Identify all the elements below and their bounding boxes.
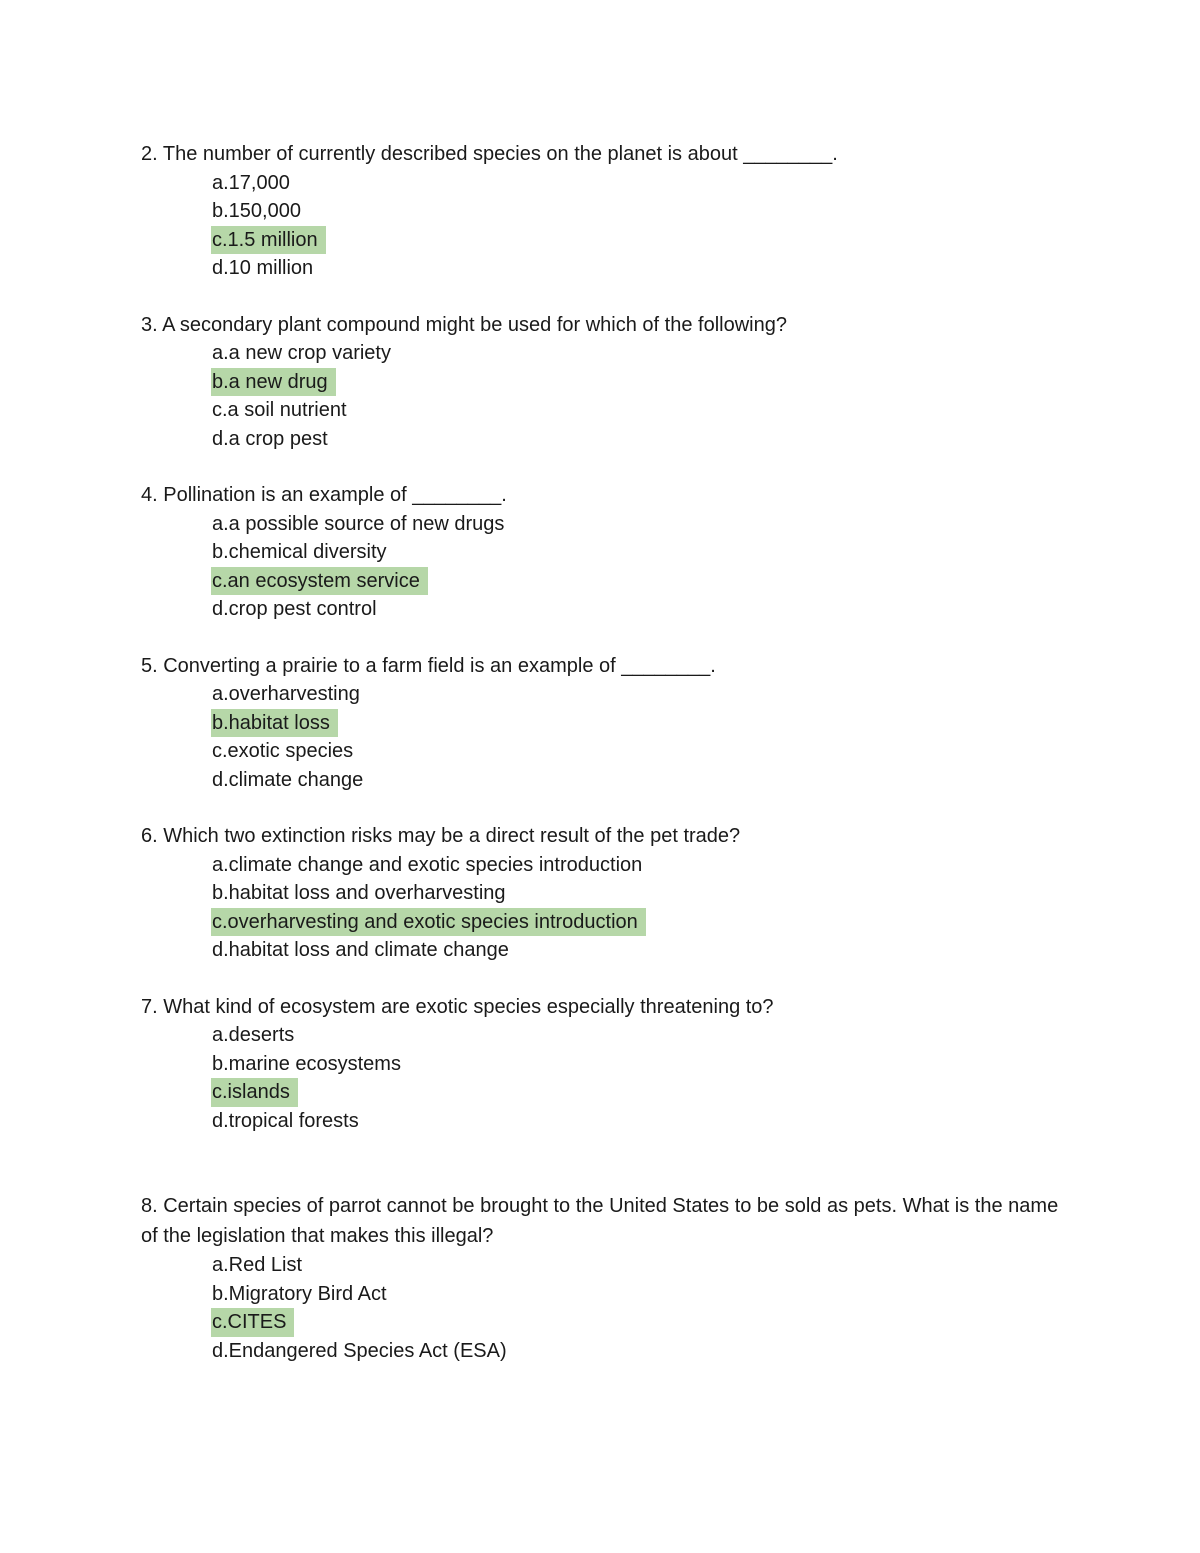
correct-answer-highlight: c.1.5 million [211,226,326,255]
option-list [141,510,1061,624]
option-text: b.chemical diversity [212,541,387,563]
option-text: d.habitat loss and climate change [212,939,509,961]
spacer [141,624,1061,652]
option-text: a.deserts [212,1024,295,1046]
correct-answer-highlight: b.a new drug [211,368,336,397]
question-text: 2. The number of currently described species on the planet is about ________. [141,143,838,165]
option-d [212,1107,1061,1136]
option-c-correct [212,1078,1061,1107]
spacer [141,453,1061,481]
option-d [212,766,1061,795]
question-text: 4. Pollination is an example of ________. [141,484,507,506]
option-text: b.Migratory Bird Act [212,1282,387,1305]
option-text: b.marine ecosystems [212,1052,401,1075]
question-text: 7. What kind of ecosystem are exotic species especially threatening to? [141,995,774,1018]
correct-answer-highlight: c.overharvesting and exotic species introduction [211,908,646,937]
option-text: c.exotic species [212,740,354,762]
option-a [212,1251,1061,1280]
option-list [141,1251,1061,1365]
option-text: a.17,000 [212,171,290,194]
option-a [212,510,1061,539]
option-c [212,396,1061,425]
option-text: b.habitat loss and overharvesting [212,882,506,904]
option-text: a.overharvesting [212,683,360,705]
spacer [141,1135,1061,1191]
question-text: 8. Certain species of parrot cannot be brought to the United States to be sold as pets. What is the name of the legislation that makes this illegal? [141,1195,1059,1247]
option-text: d.10 million [212,257,314,279]
option-text: c.a soil nutrient [212,399,347,421]
option-b [212,197,1061,226]
option-d [212,254,1061,283]
option-a [212,851,1061,880]
option-a [212,680,1061,709]
option-text: d.climate change [212,768,364,791]
question-5 [141,652,1061,795]
spacer [141,794,1061,822]
option-c [212,737,1061,766]
correct-answer-highlight: c.an ecosystem service [211,567,428,596]
spacer [141,965,1061,993]
option-text: a.climate change and exotic species introduction [212,853,643,876]
option-d [212,1337,1061,1366]
quiz-page [141,140,1061,1365]
question-3 [141,311,1061,454]
correct-answer-highlight: c.islands [211,1078,298,1107]
question-2 [141,140,1061,283]
option-a [212,339,1061,368]
question-text: 6. Which two extinction risks may be a direct result of the pet trade? [141,825,741,847]
question-7 [141,993,1061,1136]
option-c-correct [212,908,1061,937]
option-b [212,1280,1061,1309]
option-list [141,851,1061,965]
option-c-correct [212,226,1061,255]
option-text: d.a crop pest [212,427,328,450]
question-6 [141,822,1061,965]
spacer [141,283,1061,311]
question-text: 5. Converting a prairie to a farm field is an example of ________. [141,654,716,677]
option-text: d.tropical forests [212,1109,359,1132]
option-list [141,1021,1061,1135]
option-text: d.Endangered Species Act (ESA) [212,1339,507,1362]
option-b-correct [212,368,1061,397]
option-b [212,538,1061,567]
question-text: 3. A secondary plant compound might be used for which of the following? [141,313,787,336]
correct-answer-highlight: c.CITES [211,1308,294,1337]
option-a [212,1021,1061,1050]
option-list [141,169,1061,283]
option-text: a.a new crop variety [212,342,391,364]
option-b [212,879,1061,908]
option-text: d.crop pest control [212,598,377,620]
question-8 [141,1191,1061,1365]
option-c-correct [212,567,1061,596]
option-d [212,595,1061,624]
option-b-correct [212,709,1061,738]
option-c-correct [212,1308,1061,1337]
question-4 [141,481,1061,624]
option-d [212,425,1061,454]
option-text: a.Red List [212,1254,303,1276]
option-b [212,1050,1061,1079]
option-text: a.a possible source of new drugs [212,512,505,535]
option-list [141,339,1061,453]
option-a [212,169,1061,198]
option-d [212,936,1061,965]
option-list [141,680,1061,794]
option-text: b.150,000 [212,200,301,222]
correct-answer-highlight: b.habitat loss [211,709,338,738]
